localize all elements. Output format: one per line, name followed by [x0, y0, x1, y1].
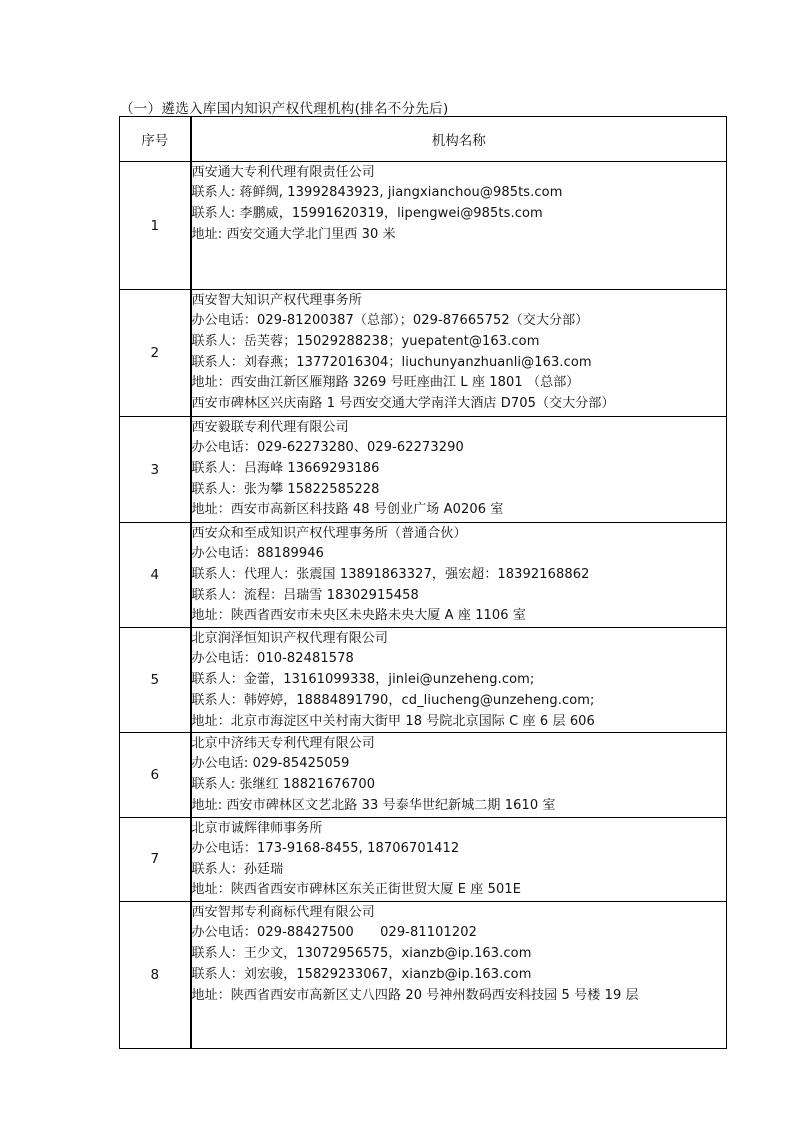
- contact-line: 联系人: 李鹏威，15991620319，lipengwei@985ts.com: [191, 205, 543, 221]
- contact-line: 联系人：吕海峰 13669293186: [191, 460, 380, 476]
- agency-info-cell: [191, 733, 727, 817]
- agency-info-cell: [191, 902, 727, 1049]
- agency-name: 西安毅联专利代理有限公司: [191, 420, 349, 435]
- row-number: 1: [120, 162, 191, 290]
- phone-line: 办公电话：029-62273280、029-62273290: [191, 440, 464, 455]
- address-line: 西安市碑林区兴庆南路 1 号西安交通大学南洋大酒店 D705（交大分部）: [191, 396, 615, 412]
- agency-name: 西安智邦专利商标代理有限公司: [191, 905, 375, 921]
- address-line: 地址：陕西省西安市未央区未央路未央大厦 A 座 1106 室: [191, 608, 527, 624]
- phone-line: 办公电话: 029-85425059: [191, 756, 350, 772]
- agency-info-cell: [191, 417, 727, 523]
- agency-info-cell: [191, 817, 727, 901]
- contact-line: 联系人：韩婷婷，18884891790，cd_liucheng@unzeheng.com;: [191, 692, 595, 708]
- phone-line: 办公电话：029-81200387（总部）；029-87665752（交大分部）: [191, 313, 589, 328]
- row-number: 3: [120, 417, 191, 523]
- row-number: 6: [120, 733, 191, 817]
- agency-name: 西安众和至成知识产权代理事务所（普通合伙）: [191, 526, 467, 541]
- row-number: 5: [120, 628, 191, 733]
- address-line: 地址：西安曲江新区雁翔路 3269 号旺座曲江 L 座 1801 （总部）: [191, 375, 580, 391]
- table-row: [120, 817, 727, 901]
- address-line: 地址：北京市海淀区中关村南大街甲 18 号院北京国际 C 座 6 层 606: [191, 713, 595, 729]
- section-heading: （一）遴选入库国内知识产权代理机构(排名不分先后): [120, 101, 449, 117]
- table-row: [120, 290, 727, 417]
- row-number: 8: [120, 902, 191, 1049]
- contact-line: 联系人: 蒋鲜绸, 13992843923, jiangxianchou@985ts.com: [191, 185, 563, 200]
- agency-name: 西安通大专利代理有限责任公司: [191, 165, 375, 180]
- row-number: 4: [120, 523, 191, 628]
- contact-line: 联系人：流程：吕瑞雪 18302915458: [191, 587, 419, 603]
- table-row: [120, 162, 727, 290]
- row-number: 2: [120, 290, 191, 417]
- phone-line: 办公电话：88189946: [191, 546, 324, 561]
- address-line: 地址: 西安市碑林区文艺北路 33 号泰华世纪新城二期 1610 室: [191, 797, 556, 813]
- agency-info-cell: [191, 162, 727, 290]
- contact-line: 联系人: 张继红 18821676700: [191, 777, 376, 793]
- contact-line: 联系人：刘宏骏，15829233067，xianzb@ip.163.com: [191, 966, 532, 982]
- contact-line: 联系人：金蕾，13161099338，jinlei@unzeheng.com;: [191, 671, 535, 687]
- phone-line: 办公电话：173-9168-8455, 18706701412: [191, 840, 460, 856]
- agency-info-cell: [191, 290, 727, 417]
- contact-line: 联系人：岳芙蓉；15029288238；yuepatent@163.com: [191, 333, 540, 349]
- column-header-name: 机构名称: [191, 117, 727, 162]
- contact-line: 联系人：张为攀 15822585228: [191, 481, 380, 497]
- contact-line: 联系人：孙廷瑞: [191, 861, 284, 877]
- contact-line: 联系人：王少文，13072956575，xianzb@ip.163.com: [191, 945, 532, 961]
- table-row: [120, 628, 727, 733]
- address-line: 地址：陕西省西安市碑林区东关正街世贸大厦 E 座 501E: [191, 882, 522, 898]
- table-header-row: [120, 117, 727, 162]
- table-row: [120, 733, 727, 817]
- address-line: 地址：陕西省西安市高新区丈八四路 20 号神州数码西安科技园 5 号楼 19 层: [191, 987, 639, 1003]
- contact-line: 联系人：刘春燕；13772016304；liuchunyanzhuanli@163.com: [191, 354, 592, 370]
- agency-table: [119, 116, 727, 1049]
- table-row: [120, 417, 727, 523]
- column-header-seq: 序号: [120, 117, 191, 162]
- agency-info-cell: [191, 628, 727, 733]
- row-number: 7: [120, 817, 191, 901]
- contact-line: 联系人：代理人：张震国 13891863327，强宏超：18392168862: [191, 566, 590, 582]
- agency-name: 北京润泽恒知识产权代理有限公司: [191, 631, 389, 647]
- agency-info-cell: [191, 523, 727, 628]
- agency-name: 西安智大知识产权代理事务所: [191, 293, 362, 308]
- agency-name: 北京市诚辉律师事务所: [191, 820, 323, 836]
- phone-line: 办公电话：029-88427500 029-81101202: [191, 925, 477, 941]
- table-row: [120, 523, 727, 628]
- address-line: 地址：西安市高新区科技路 48 号创业广场 A0206 室: [191, 502, 504, 518]
- agency-name: 北京中济纬天专利代理有限公司: [191, 736, 375, 752]
- address-line: 地址: 西安交通大学北门里西 30 米: [191, 226, 396, 242]
- table-row: [120, 902, 727, 1049]
- phone-line: 办公电话：010-82481578: [191, 651, 354, 667]
